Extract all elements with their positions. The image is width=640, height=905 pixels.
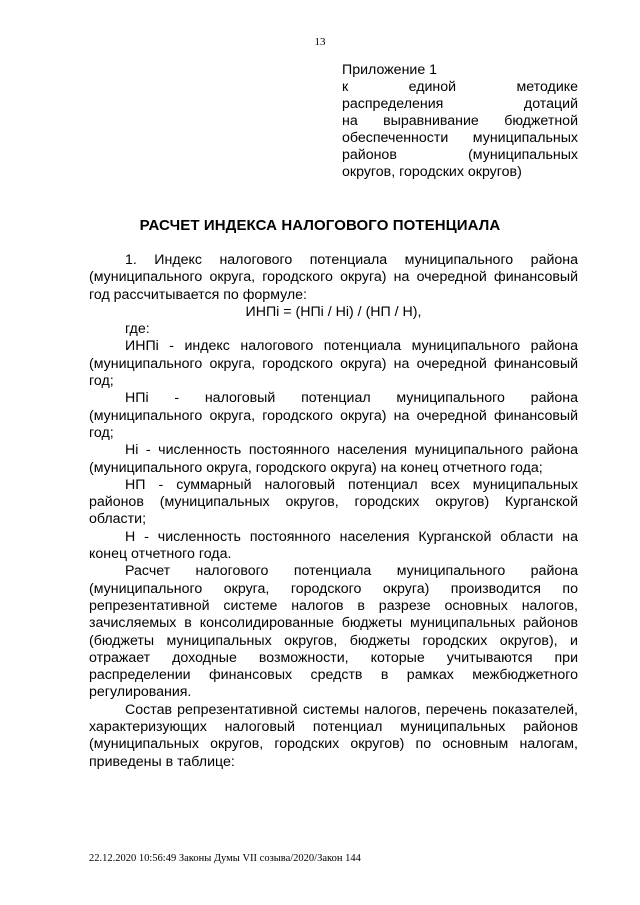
formula: ИНПi = (НПi / Нi) / (НП / Н), [245,303,422,320]
paragraph-intro: 1. Индекс налогового потенциала муниципального района (муниципального округа, городского округа) на очередной финансовый год рассчитывается по формуле: [89,252,578,303]
appendix-header [342,62,578,181]
paragraph-composition: Состав репрезентативной системы налогов, перечень показателей, характеризующих налоговый потенциал муниципальных районов (муниципальных округов, городских округов) по основным налогам, приведены в таблице: [89,701,578,770]
appendix-line: обеспеченности муниципальных [342,130,578,146]
appendix-line: распределения дотаций [342,96,578,112]
appendix-line: к единой методике [342,79,578,95]
definition-np: НП - суммарный налоговый потенциал всех муниципальных районов (муниципальных округов, городских округов) Курганской области; [89,476,578,528]
appendix-line: районов (муниципальных [342,147,578,163]
page-number: 13 [314,36,326,48]
document-title: РАСЧЕТ ИНДЕКСА НАЛОГОВОГО ПОТЕНЦИАЛА [139,217,501,234]
appendix-line: округов, городских округов) [342,164,522,180]
definition-inp: ИНПi - индекс налогового потенциала муниципального района (муниципального округа, городского округа) на очередной финансовый год; [89,338,578,390]
definition-npi: НПi - налоговый потенциал муниципального района (муниципального округа, городского округа) на очередной финансовый год; [89,390,578,441]
appendix-line: Приложение 1 [342,62,438,78]
definition-n: Н - численность постоянного населения Курганской области на конец отчетного года. [89,528,578,563]
document-body [89,252,578,771]
appendix-line: на выравнивание бюджетной [342,113,578,129]
footer-stamp: 22.12.2020 10:56:49 Законы Думы VII созыва/2020/Закон 144 [89,853,361,864]
where-label: где: [125,321,150,338]
definition-ni: Нi - численность постоянного населения муниципального района (муниципального округа, городского округа) на конец отчетного года; [89,442,578,476]
paragraph-calculation: Расчет налогового потенциала муниципального района (муниципального округа, городского округа) производится по репрезентативной системе налогов в разрезе основных налогов, зачисляемых в консолидированные бюджеты муниципальных районов (бюджеты муниципальных округов, бюджеты городских округов), и отражает доходные возможности, которые учитываются при распределении финансовых средств в рамках межбюджетного регулирования. [89,563,578,701]
